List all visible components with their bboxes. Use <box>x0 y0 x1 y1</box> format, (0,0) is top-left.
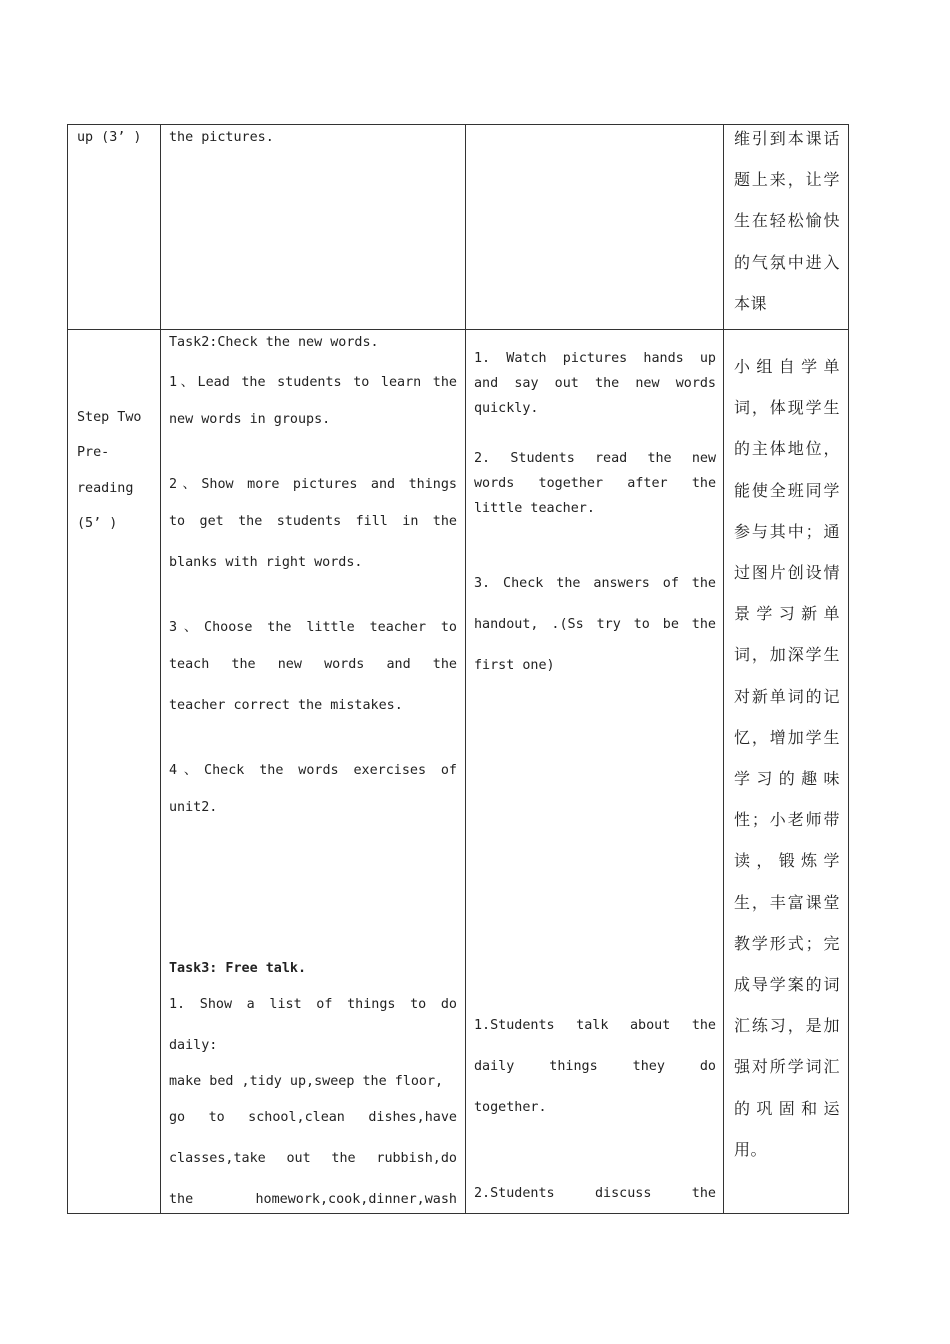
text-line: handout, .(Ss try to be the <box>474 617 716 632</box>
text-line: quickly. <box>474 401 539 416</box>
student-activity-cell <box>466 125 724 330</box>
step-cell <box>68 330 161 1214</box>
text-line: 3、Choose the little teacher to <box>169 620 457 635</box>
purpose-text: 小组自学单词，体现学生的主体地位，能使全班同学参与其中；通过图片创设情景学习新单词，加深学生对新单词的记忆，增加学生学习的趣味性；小老师带读，锻炼学生，丰富课堂教学形式；完成导学案的词汇练习，是加强对所学词汇的巩固和运用。 <box>734 357 840 1159</box>
step-cell <box>68 125 161 330</box>
teacher-activity-cell <box>161 125 466 330</box>
text-line: 2、Show more pictures and things <box>169 477 457 492</box>
text-line: new words in groups. <box>169 412 331 427</box>
text-line: 1、Lead the students to learn the <box>169 375 457 390</box>
step-line: Step Two <box>77 410 142 425</box>
text-line: and say out the new words <box>474 376 716 391</box>
text-line: blanks with right words. <box>169 555 363 570</box>
text-line: together. <box>474 1100 547 1115</box>
text-line: make bed ,tidy up,sweep the floor, <box>169 1074 444 1089</box>
purpose-text: 维引到本课话题上来，让学生在轻松愉快的气氛中进入本课 <box>734 129 840 313</box>
text-line: 1. Show a list of things to do <box>169 997 457 1012</box>
purpose-cell <box>724 125 849 330</box>
text-line: daily: <box>169 1038 218 1053</box>
text-line: to get the students fill in the <box>169 514 457 529</box>
text-line: 1. Watch pictures hands up <box>474 351 716 366</box>
step-line: (5’ ) <box>77 516 118 531</box>
text-line: 3. Check the answers of the <box>474 576 716 591</box>
text-line: little teacher. <box>474 501 595 516</box>
purpose-cell <box>724 330 849 1214</box>
text-line: 2. Students read the new <box>474 451 716 466</box>
text-line: classes,take out the rubbish,do <box>169 1151 457 1166</box>
text-line: 4、Check the words exercises of <box>169 763 457 778</box>
table-row <box>68 125 849 330</box>
text-line: go to school,clean dishes,have <box>169 1110 457 1125</box>
text-line: first one) <box>474 658 555 673</box>
teacher-activity-cell <box>161 330 466 1214</box>
step-label: up (3’ ) <box>77 130 142 145</box>
task2-title: Task2:Check the new words. <box>169 335 379 350</box>
text-line: unit2. <box>169 800 218 815</box>
text-line: 2.Students discuss the <box>474 1186 716 1201</box>
text-line: words together after the <box>474 476 716 491</box>
table-row <box>68 330 849 1214</box>
step-line: reading <box>77 481 134 496</box>
text-line: teach the new words and the <box>169 657 457 672</box>
teacher-text: the pictures. <box>169 130 274 145</box>
step-line: Pre- <box>77 445 110 460</box>
text-line: the homework,cook,dinner,wash <box>169 1192 457 1207</box>
lesson-plan-table <box>67 124 849 1214</box>
student-activity-cell <box>466 330 724 1214</box>
text-line: 1.Students talk about the <box>474 1018 716 1033</box>
task3-title: Task3: Free talk. <box>169 961 307 976</box>
text-line: daily things they do <box>474 1059 716 1074</box>
text-line: teacher correct the mistakes. <box>169 698 403 713</box>
